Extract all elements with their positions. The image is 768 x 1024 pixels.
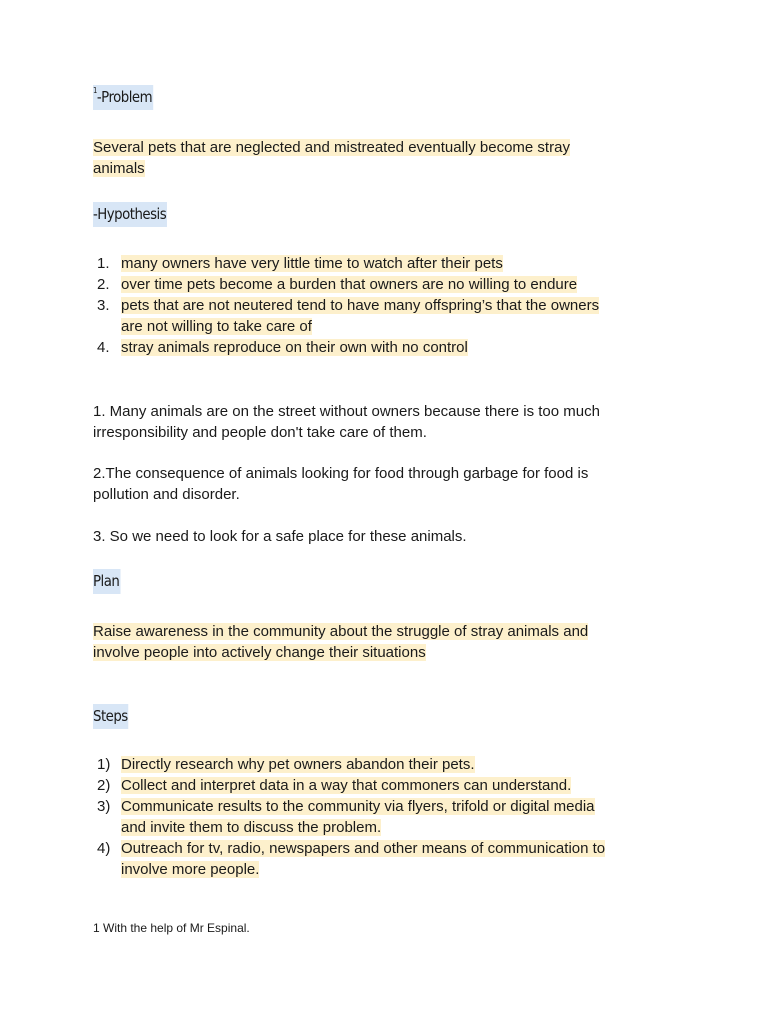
step-text: Directly research why pet owners abandon their pets.: [121, 756, 475, 773]
hypothesis-item: [93, 295, 599, 337]
step-item: [93, 838, 605, 880]
hypothesis-item: [93, 274, 599, 295]
step-text: Outreach for tv, radio, newspapers and other means of communication to: [121, 840, 606, 857]
hypothesis-item: [93, 337, 599, 358]
note-line: 1. Many animals are on the street without owners because there is too much: [93, 403, 600, 420]
footnote: 1 With the help of Mr Espinal.: [93, 921, 250, 935]
hypothesis-text: many owners have very little time to watch after their pets: [121, 255, 503, 272]
step-item: [93, 796, 605, 838]
hypothesis-item: [93, 253, 599, 274]
hypothesis-number: 2.: [97, 276, 110, 293]
step-number: 1): [97, 756, 111, 773]
step-item: [93, 754, 605, 775]
step-number: 3): [97, 798, 111, 815]
hypothesis-heading-text: -Hypothesis: [93, 202, 167, 227]
footnote-reference: 1: [93, 86, 97, 95]
note-line: irresponsibility and people don't take care of them.: [93, 424, 427, 441]
steps-heading-text: Steps: [93, 704, 129, 729]
hypothesis-list: [93, 253, 599, 358]
step-number: 2): [97, 777, 111, 794]
note-paragraph: [93, 463, 693, 505]
step-item: [93, 775, 605, 796]
step-text: and invite them to discuss the problem.: [121, 819, 382, 836]
plan-line-1: Raise awareness in the community about the struggle of stray animals and: [93, 623, 589, 640]
step-number: 4): [97, 840, 111, 857]
problem-line-1: Several pets that are neglected and mistreated eventually become stray: [93, 139, 570, 156]
note-line: 2.The consequence of animals looking for food through garbage for food is: [93, 465, 589, 482]
plan-heading-text: Plan: [93, 569, 120, 594]
hypothesis-heading: [93, 205, 167, 223]
hypothesis-text: pets that are not neutered tend to have many offspring’s that the owners: [121, 297, 600, 314]
step-text: Communicate results to the community via flyers, trifold or digital media: [121, 798, 595, 815]
steps-list: [93, 754, 605, 880]
hypothesis-number: 1.: [97, 255, 110, 272]
problem-statement: [93, 137, 693, 179]
note-paragraph: [93, 401, 693, 443]
problem-line-2: animals: [93, 160, 145, 177]
problem-heading-text: -Problem: [96, 88, 153, 106]
hypothesis-text: over time pets become a burden that owners are no willing to endure: [121, 276, 578, 293]
note-paragraph: [93, 526, 693, 547]
plan-heading: [93, 572, 120, 590]
steps-heading: [93, 707, 129, 725]
hypothesis-text: are not willing to take care of: [121, 318, 312, 335]
hypothesis-text: stray animals reproduce on their own with no control: [121, 339, 468, 356]
hypothesis-number: 4.: [97, 339, 110, 356]
step-text: Collect and interpret data in a way that commoners can understand.: [121, 777, 572, 794]
note-line: 3. So we need to look for a safe place for these animals.: [93, 528, 467, 545]
problem-heading: [93, 88, 153, 106]
plan-line-2: involve people into actively change their situations: [93, 644, 426, 661]
hypothesis-number: 3.: [97, 297, 110, 314]
plan-statement: [93, 621, 693, 663]
step-text: involve more people.: [121, 861, 260, 878]
note-line: pollution and disorder.: [93, 486, 240, 503]
